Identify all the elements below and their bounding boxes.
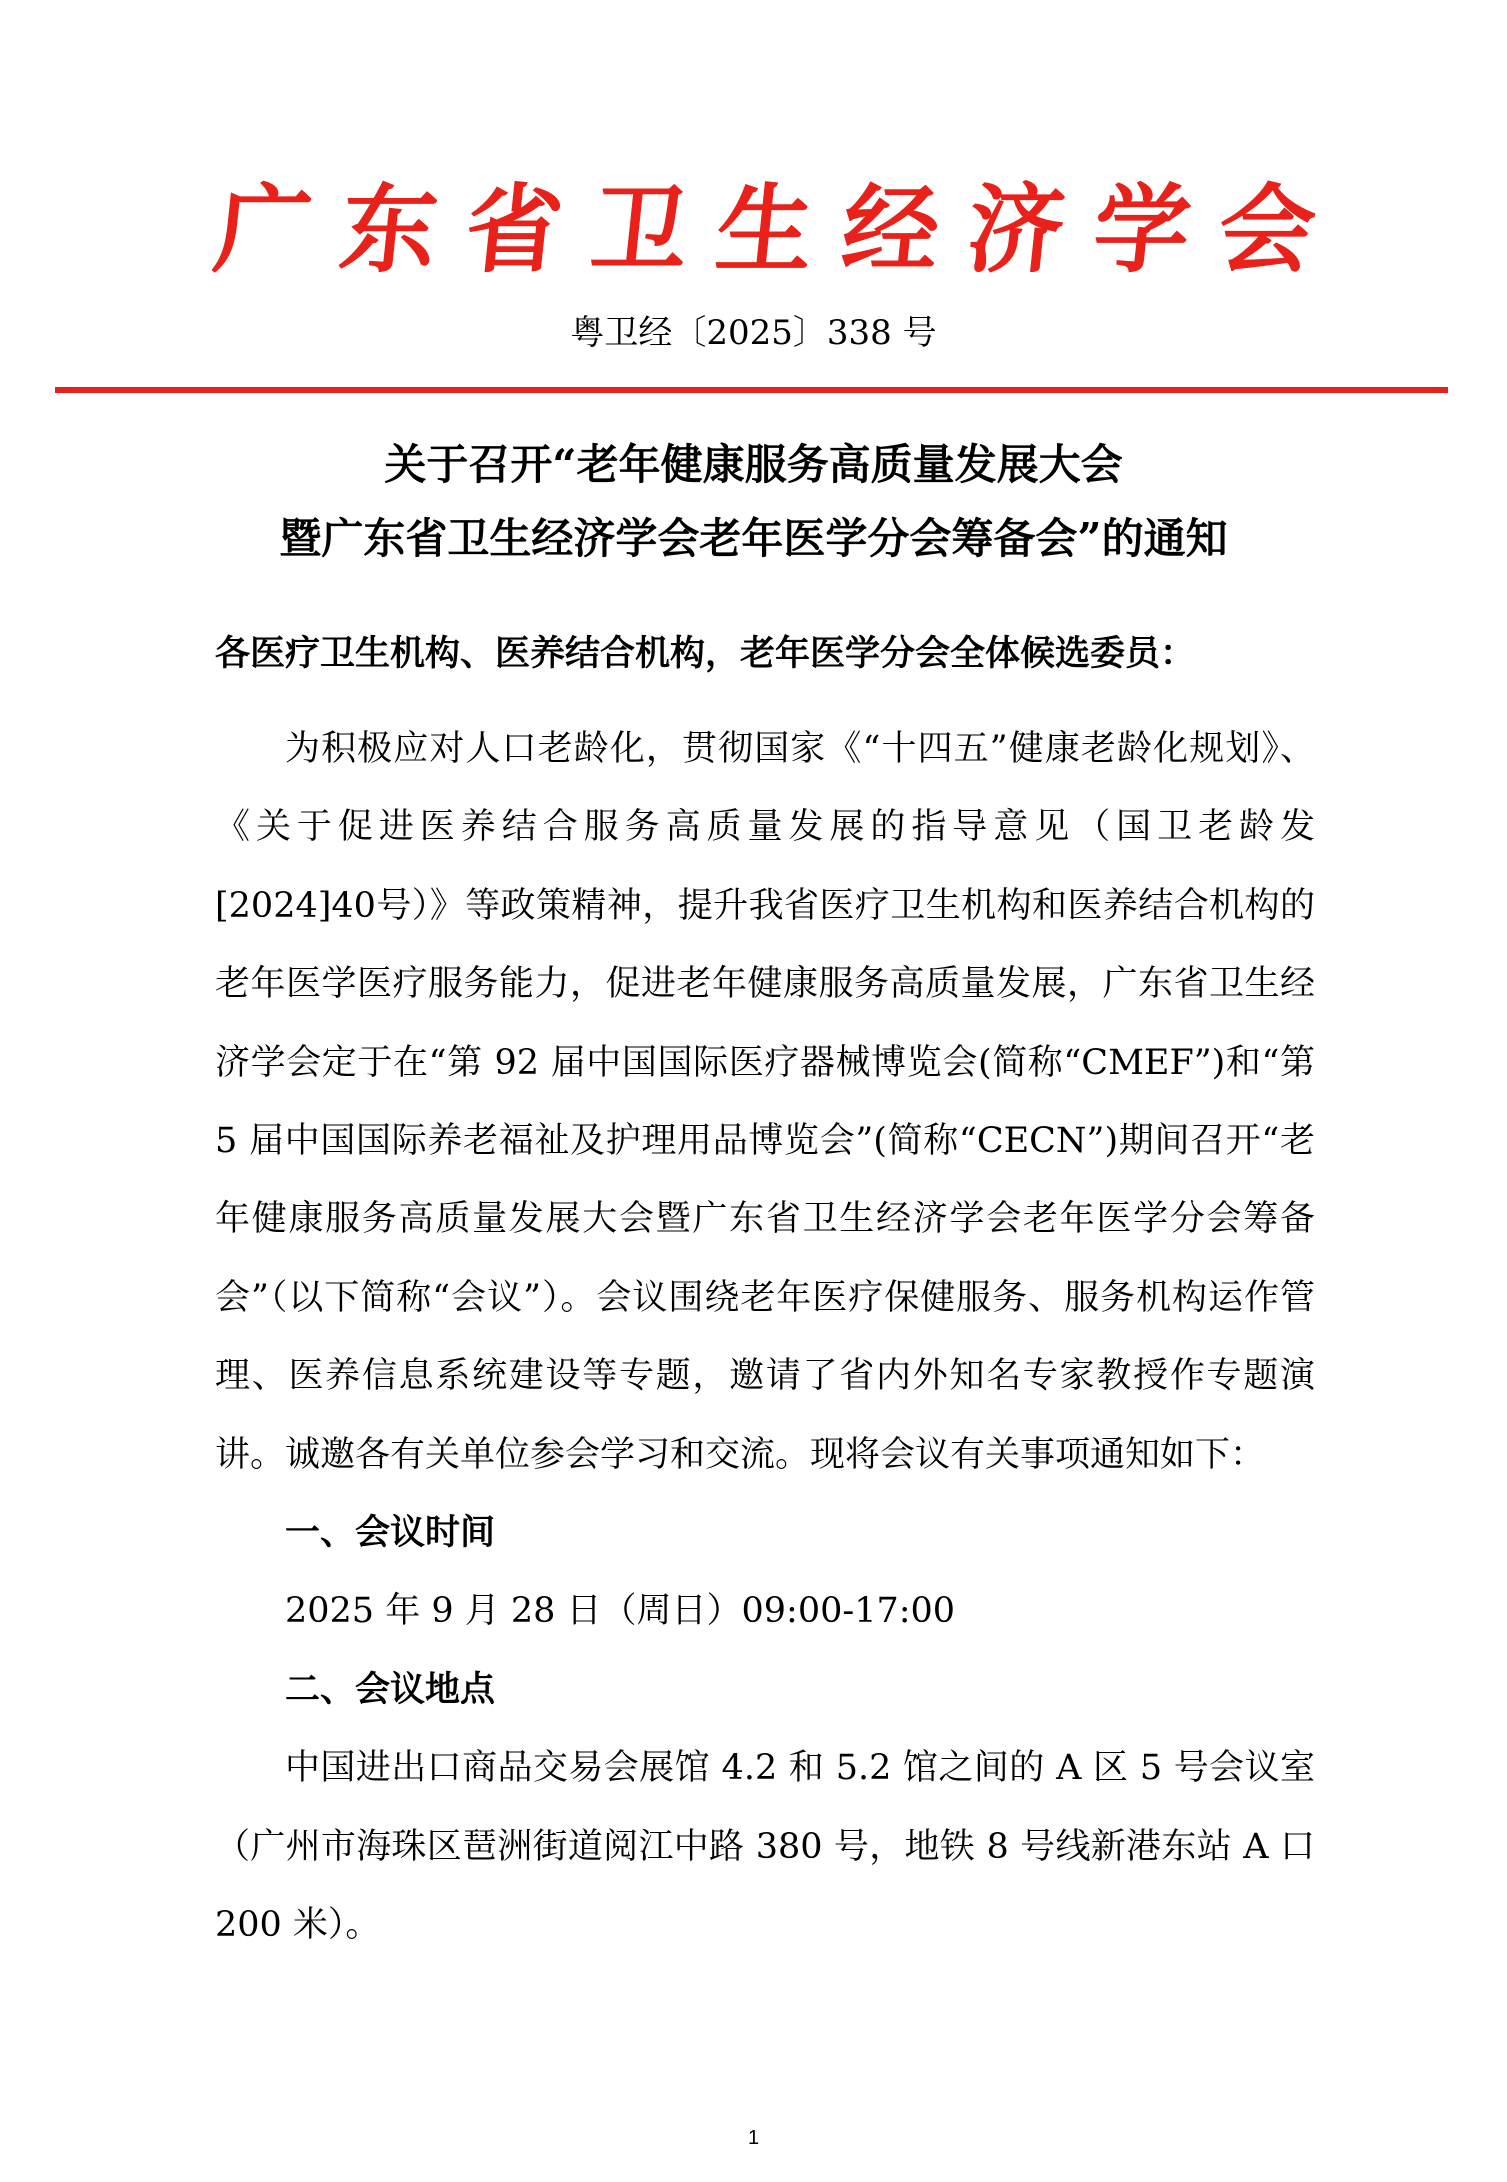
notice-title (0, 428, 1507, 576)
notice-body (215, 710, 1315, 1965)
intro-paragraph: 为积极应对人口老龄化，贯彻国家《“十四五”健康老龄化规划》、《关于促进医养结合服务高质量发展的指导意见（国卫老龄发[2024]40号）》等政策精神，提升我省医疗卫生机构和医养结合机构的老年医学医疗服务能力，促进老年健康服务高质量发展，广东省卫生经济学会定于在“第 92 届中国国际医疗器械博览会(简称“CMEF”)和“第 5 届中国国际养老福祉及护理用品博览会”(简称“CECN”)期间召开“老年健康服务高质量发展大会暨广东省卫生经济学会老年医学分会筹备会”（以下简称“会议”）。会议围绕老年医疗保健服务、服务机构运作管理、医养信息系统建设等专题，邀请了省内外知名专家教授作专题演讲。诚邀各有关单位参会学习和交流。现将会议有关事项通知如下： (215, 729, 1315, 1475)
recipients-line: 各医疗卫生机构、医养结合机构，老年医学分会全体候选委员： (215, 633, 1196, 674)
meeting-venue: 中国进出口商品交易会展馆 4.2 和 5.2 馆之间的 A 区 5 号会议室（广州市海珠区琶洲街道阅江中路 380 号，地铁 8 号线新港东站 A 口 200 米）。 (215, 1748, 1315, 1946)
notice-title-line: 关于召开“老年健康服务高质量发展大会 (384, 440, 1123, 489)
section-heading-time: 一、会议时间 (285, 1512, 496, 1554)
organization-title (209, 173, 1321, 286)
org-title-char: 经 (836, 173, 945, 286)
org-title-char: 省 (460, 173, 568, 286)
org-title-char: 济 (962, 173, 1070, 286)
section-heading-venue: 二、会议地点 (285, 1668, 496, 1710)
org-title-char: 东 (334, 173, 443, 286)
org-title-char: 学 (1087, 173, 1196, 286)
header-divider (55, 387, 1448, 393)
org-title-char: 会 (1213, 173, 1321, 286)
meeting-time: 2025 年 9 月 28 日（周日）09:00-17:00 (285, 1591, 956, 1632)
org-title-char: 广 (209, 173, 317, 286)
page-number: 1 (747, 2127, 760, 2149)
notice-title-line: 暨广东省卫生经济学会老年医学分会筹备会”的通知 (279, 514, 1228, 563)
org-title-char: 卫 (585, 173, 694, 286)
document-number: 粤卫经〔2025〕338 号 (570, 313, 937, 353)
org-title-char: 生 (711, 173, 819, 286)
